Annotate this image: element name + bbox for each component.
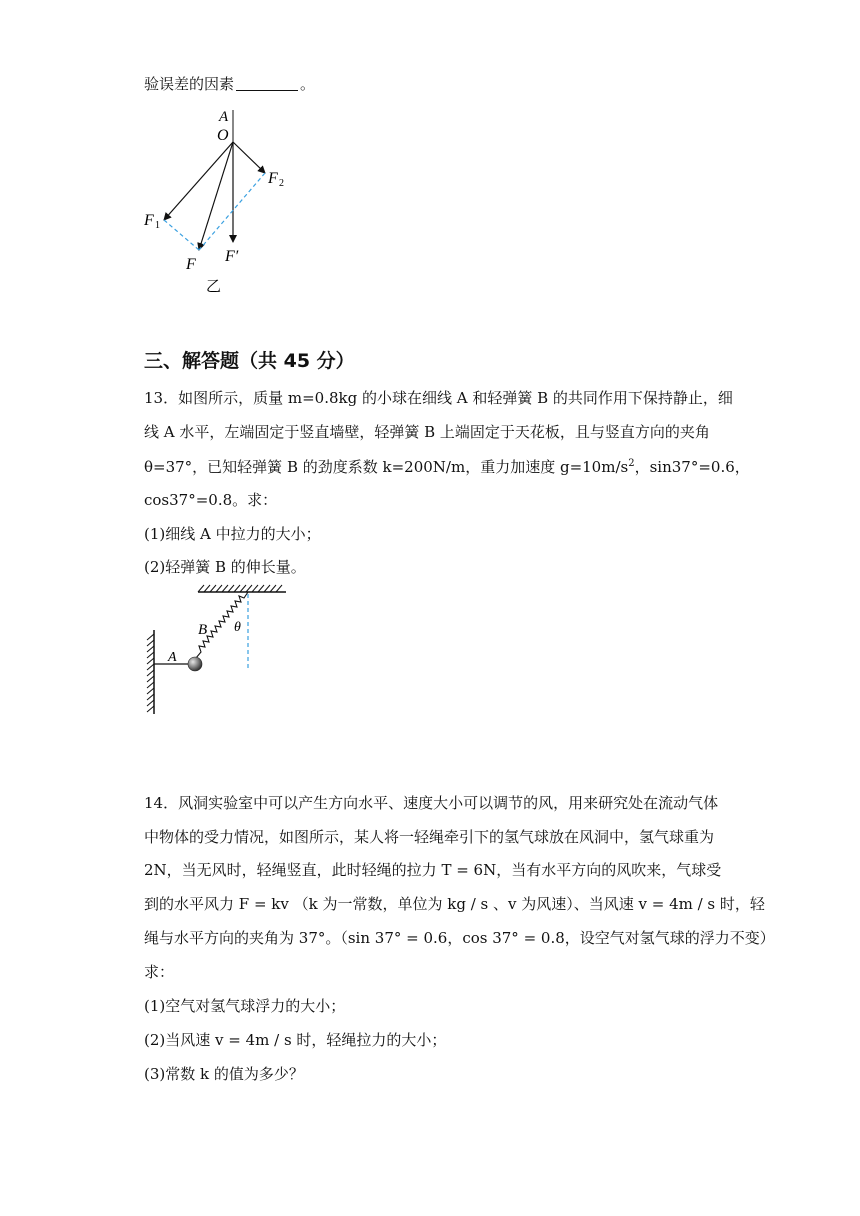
continuation-text: 验误差的因素 [144, 75, 235, 93]
question-continuation [144, 74, 315, 94]
q14-sub-3: (3)常数 k 的值为多少？ [144, 1065, 304, 1083]
spring-ball-diagram [140, 582, 300, 722]
label-theta: θ [234, 620, 241, 635]
answer-blank [236, 76, 298, 91]
force-diagram-yi [135, 102, 295, 302]
figure-caption: 乙 [206, 279, 222, 295]
q13-superscript: 2 [628, 458, 635, 469]
q13-line-3a: θ=37°，已知轻弹簧 B 的劲度系数 k=200N/m，重力加速度 g=10m/s [144, 458, 629, 476]
q14-line-2: 中物体的受力情况，如图所示，某人将一轻绳牵引下的氢气球放在风洞中，氢气球重为 [144, 828, 715, 846]
q14-line-6: 求： [144, 963, 175, 981]
q13-sub-1: (1)细线 A 中拉力的大小； [144, 525, 321, 543]
label-f2-subscript: 2 [279, 178, 284, 189]
q14-line-1: 14．风洞实验室中可以产生方向水平、速度大小可以调节的风，用来研究处在流动气体 [144, 794, 719, 812]
label-f1-subscript: 1 [155, 220, 160, 231]
q13-sub-2: (2)轻弹簧 B 的伸长量。 [144, 558, 306, 576]
section-heading: 三、解答题（共 45 分） [144, 350, 355, 372]
force-f1-arrow [164, 142, 233, 220]
q14-sub-2: (2)当风速 v = 4m / s 时，轻绳拉力的大小； [144, 1031, 447, 1049]
label-fprime: F′ [225, 248, 239, 265]
q13-line-3 [144, 457, 750, 477]
label-b: B [198, 622, 208, 638]
force-f2-arrow [233, 142, 265, 173]
ball [188, 657, 202, 671]
q14-line-4: 到的水平风力 F = kv （k 为一常数，单位为 kg / s 、v 为风速）、当风速 v = 4m / s 时，轻 [144, 895, 765, 913]
label-a: A [219, 109, 229, 125]
label-f2: F [268, 170, 278, 187]
wall-hatch [147, 634, 154, 712]
q13-line-1: 13．如图所示，质量 m=0.8kg 的小球在细线 A 和轻弹簧 B 的共同作用下保持静止，细 [144, 389, 733, 407]
force-f-arrow [199, 142, 233, 250]
ceiling-hatch [198, 585, 282, 592]
q14-sub-1: (1)空气对氢气球浮力的大小； [144, 997, 346, 1015]
dashed-side-f1-f [164, 220, 199, 250]
label-a: A [168, 650, 177, 665]
label-o: O [217, 127, 229, 144]
q13-line-3b: ，sin37°=0.6， [634, 458, 750, 476]
q14-line-5: 绳与水平方向的夹角为 37°。（sin 37° = 0.6，cos 37° = 0.8，设空气对氢气球的浮力不变） [144, 929, 775, 947]
q13-line-4: cos37°=0.8。求： [144, 491, 278, 509]
dashed-side-f2-f [199, 173, 265, 250]
label-f1: F [144, 212, 154, 229]
q13-line-2: 线 A 水平，左端固定于竖直墙壁，轻弹簧 B 上端固定于天花板，且与竖直方向的夹角 [144, 423, 710, 441]
label-f: F [186, 256, 196, 273]
q14-line-3: 2N，当无风时，轻绳竖直，此时轻绳的拉力 T = 6N，当有水平方向的风吹来，气球受 [144, 861, 722, 879]
continuation-end: 。 [300, 75, 316, 93]
